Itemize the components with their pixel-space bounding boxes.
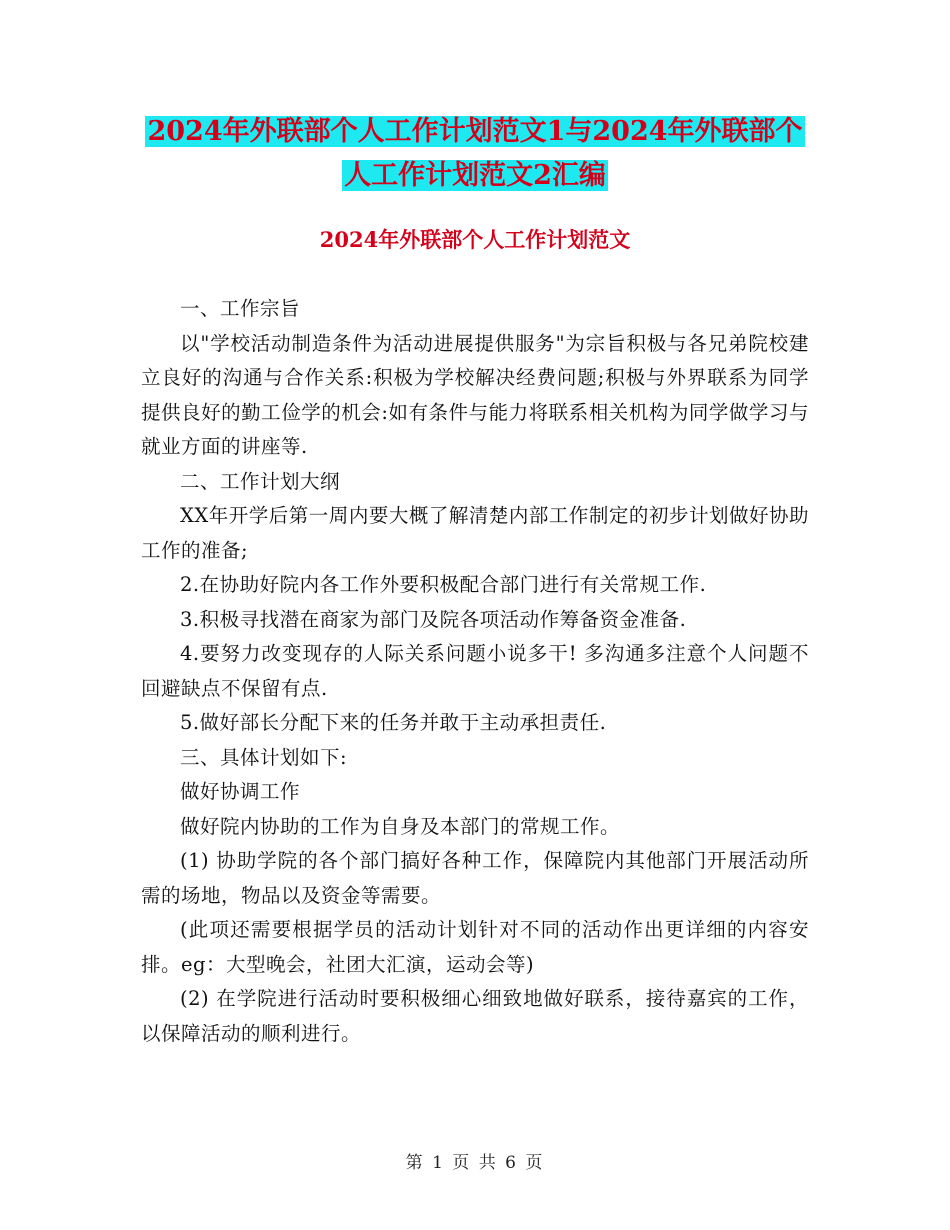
title-highlight: 人工作计划范文2汇编: [344, 160, 606, 191]
list-item: (2) 在学院进行活动时要积极细心细致地做好联系，接待嘉宾的工作，以保障活动的顺利进行。: [141, 987, 809, 1045]
list-item: 4.要努力改变现存的人际关系问题小说多干! 多沟通多注意个人问题不回避缺点不保留有点.: [141, 642, 809, 700]
heading-work-plan-outline: 二、工作计划大纲: [180, 469, 341, 493]
paragraph: 以"学校活动制造条件为活动进展提供服务"为宗旨积极与各兄弟院校建立良好的沟通与合作关系:积极为学校解决经费问题;积极与外界联系为同学提供良好的勤工俭学的机会:如有条件与能力将联系相关机构为同学做学习与就业方面的讲座等.: [141, 331, 809, 458]
title-highlight: 2024年外联部个人工作计划范文1与2024年外联部个: [147, 116, 803, 147]
paragraph: 做好院内协助的工作为自身及本部门的常规工作。: [180, 814, 621, 838]
document-title-line-2: [140, 152, 810, 200]
section-title: 2024年外联部个人工作计划范文: [319, 227, 631, 252]
heading-work-purpose: 一、工作宗旨: [180, 297, 301, 320]
document-body: [141, 292, 809, 1051]
list-item: 3.积极寻找潜在商家为部门及院各项活动作筹备资金准备.: [180, 607, 687, 631]
list-item: (1) 协助学院的各个部门搞好各种工作，保障院内其他部门开展活动所需的场地，物品以及资金等需要。: [141, 849, 809, 907]
subheading: 做好协调工作: [180, 780, 301, 803]
paragraph-note: (此项还需要根据学员的活动计划针对不同的活动作出更详细的内容安排。eg：大型晚会，社团大汇演，运动会等): [141, 918, 809, 976]
document-title-line-1: [140, 108, 810, 156]
page-footer: 第 1 页 共 6 页: [405, 1153, 545, 1173]
heading-specific-plan: 三、具体计划如下:: [180, 745, 348, 769]
paragraph: XX年开学后第一周内要大概了解清楚内部工作制定的初步计划做好协助工作的准备;: [141, 504, 809, 562]
list-item: 5.做好部长分配下来的任务并敢于主动承担责任.: [180, 711, 607, 734]
list-item: 2.在协助好院内各工作外要积极配合部门进行有关常规工作.: [180, 573, 707, 596]
